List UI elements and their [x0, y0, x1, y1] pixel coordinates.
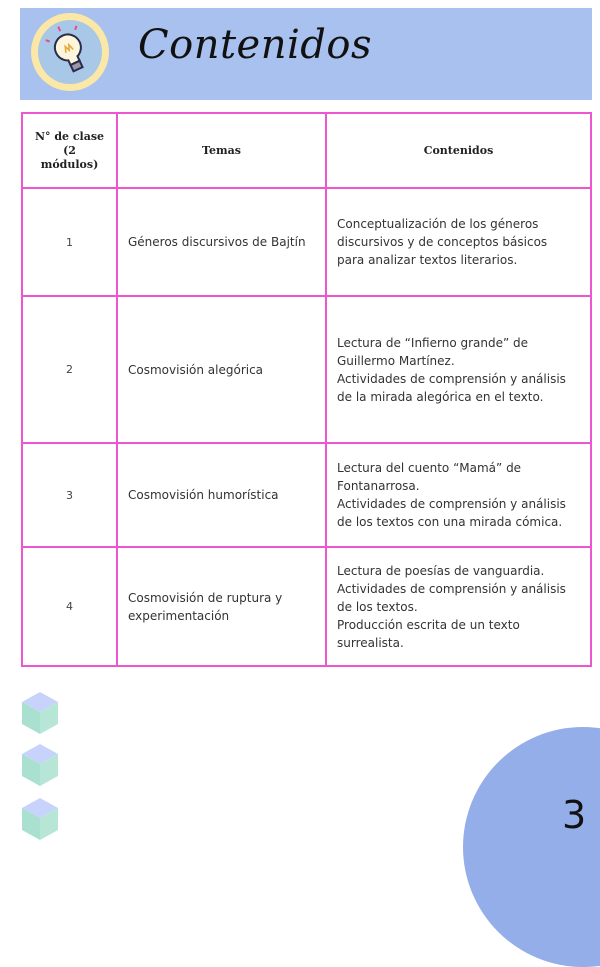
content-line: de la mirada alegórica en el texto. [337, 389, 544, 404]
content-line: de los textos con una mirada cómica. [337, 515, 563, 529]
column-header-class-number [22, 113, 117, 188]
content-line: surrealista. [337, 635, 404, 650]
contents-table [21, 112, 592, 667]
table-row [22, 443, 591, 547]
content-line: de los textos. [337, 599, 418, 614]
table-row [22, 296, 591, 443]
class-number: 1 [22, 188, 117, 296]
cube-icon [20, 796, 60, 842]
content-cell [326, 547, 591, 666]
class-number: 4 [22, 547, 117, 666]
content-line: Fontanarrosa. [337, 479, 420, 493]
topic-line: Cosmovisión de ruptura y [128, 590, 283, 605]
class-number: 2 [22, 296, 117, 443]
content-line: Lectura de poesías de vanguardia. [337, 563, 545, 578]
topic-cell [117, 188, 326, 296]
content-cell [326, 443, 591, 547]
content-line: Producción escrita de un texto [337, 617, 520, 632]
table-row [22, 547, 591, 666]
content-line: discursivos y de conceptos básicos [337, 235, 548, 249]
content-line: Actividades de comprensión y análisis [337, 497, 566, 511]
decorative-circle [463, 727, 600, 967]
content-line: Actividades de comprensión y análisis [337, 371, 566, 386]
cube-icon [20, 690, 60, 736]
topic-cell [117, 443, 326, 547]
content-cell [326, 188, 591, 296]
header-line: (2 [63, 143, 76, 157]
topic-line: experimentación [128, 608, 230, 623]
cube-icon [20, 742, 60, 788]
column-header-topics: Temas [117, 113, 326, 188]
table-row [22, 188, 591, 296]
content-line: Lectura de “Infierno grande” de [337, 335, 529, 350]
topic-line: Cosmovisión humorística [128, 488, 279, 502]
page-number: 3 [562, 793, 587, 837]
content-line: Actividades de comprensión y análisis [337, 581, 566, 596]
class-number: 3 [22, 443, 117, 547]
content-line: para analizar textos literarios. [337, 253, 518, 267]
header-line: módulos) [40, 157, 99, 171]
content-line: Conceptualización de los géneros [337, 217, 539, 231]
topic-cell [117, 547, 326, 666]
header-line: N° de clase [34, 129, 105, 143]
topic-line: Géneros discursivos de Bajtín [128, 235, 306, 249]
column-header-contents: Contenidos [326, 113, 591, 188]
page-title: Contenidos [138, 22, 372, 68]
topic-line: Cosmovisión alegórica [128, 362, 264, 377]
topic-cell [117, 296, 326, 443]
logo [31, 13, 109, 91]
content-cell [326, 296, 591, 443]
content-line: Guillermo Martínez. [337, 353, 455, 368]
table-header-row [22, 113, 591, 188]
lightbulb-icon [38, 20, 102, 84]
content-line: Lectura del cuento “Mamá” de [337, 461, 522, 475]
